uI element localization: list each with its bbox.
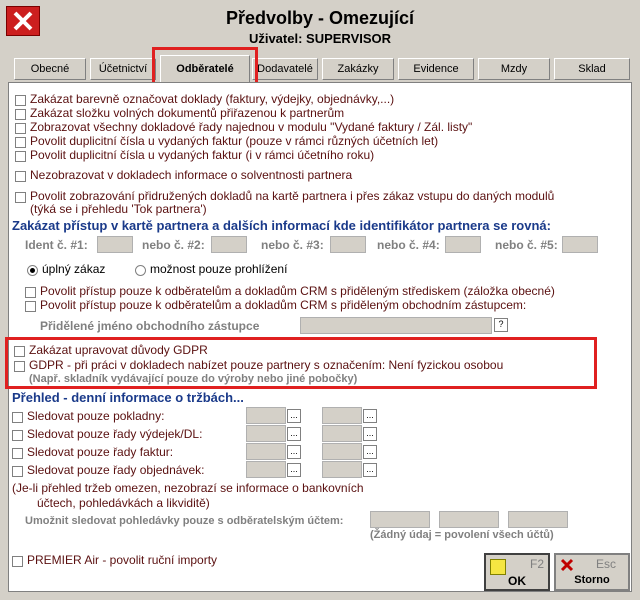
track-deliveries-label: Sledovat pouze řady výdejek/DL:	[27, 427, 203, 441]
ident-3-label: nebo č. #3:	[261, 238, 324, 252]
option-label: Zobrazovat všechny dokladové řady najednou v modulu "Vydané faktury / Zál. listy"	[30, 120, 473, 134]
overview-note-1: (Je-li přehled tržeb omezen, nezobrazí se informace o bankovních	[12, 481, 364, 495]
premier-label: PREMIER Air - povolit ruční importy	[27, 553, 218, 567]
receivables-input-3[interactable]	[508, 511, 568, 528]
track-invoices-browse-1[interactable]: ...	[287, 445, 301, 459]
track-orders-label: Sledovat pouze řady objednávek:	[27, 463, 205, 477]
cancel-label: Storno	[574, 574, 610, 586]
receivables-input-1[interactable]	[370, 511, 430, 528]
cancel-button[interactable]	[554, 553, 630, 591]
agent-name-label: Přidělené jméno obchodního zástupce	[40, 319, 260, 333]
ok-icon	[490, 559, 506, 575]
option-label: Zakázat barevně označovat doklady (faktury, výdejky, objednávky,...)	[30, 92, 395, 106]
view-only-radio[interactable]	[135, 265, 146, 276]
gdpr-reasons-label: Zakázat upravovat důvody GDPR	[29, 343, 208, 357]
agent-lookup-button[interactable]: ?	[494, 318, 508, 332]
crm-center-label: Povolit přístup pouze k odběratelům a dokladům CRM s přiděleným střediskem (záložka obecné)	[40, 284, 555, 298]
track-orders-browse-2[interactable]: ...	[363, 463, 377, 477]
crm-agent-checkbox[interactable]	[25, 301, 36, 312]
gdpr-note: (Např. skladník vydávající pouze do výroby nebo jiné pobočky)	[29, 373, 358, 385]
view-only-label: možnost pouze prohlížení	[150, 262, 288, 276]
track-invoices-browse-2[interactable]: ...	[363, 445, 377, 459]
ok-label: OK	[508, 574, 526, 588]
solvency-checkbox[interactable]	[15, 171, 26, 182]
ident-3-input[interactable]	[330, 236, 366, 253]
option-checkbox[interactable]	[15, 151, 26, 162]
crm-center-checkbox[interactable]	[25, 287, 36, 298]
option-label: Povolit duplicitní čísla u vydaných faktur (pouze v rámci různých účetních let)	[30, 134, 439, 148]
track-invoices-label: Sledovat pouze řady faktur:	[27, 445, 174, 459]
access-heading: Zakázat přístup v kartě partnera a dalších informací kde identifikátor partnera se rovná:	[12, 218, 551, 233]
track-orders-input-1[interactable]	[246, 461, 286, 478]
overview-note-2: účtech, pohledávkách a likviditě)	[37, 496, 210, 510]
ident-5-input[interactable]	[562, 236, 598, 253]
track-invoices-checkbox[interactable]	[12, 448, 23, 459]
gdpr-partners-label: GDPR - při práci v dokladech nabízet pouze partnery s označením: Není fyzickou osobou	[29, 358, 504, 372]
option-label: Povolit duplicitní čísla u vydaných faktur (i v rámci účetního roku)	[30, 148, 375, 162]
track-invoices-input-1[interactable]	[246, 443, 286, 460]
gdpr-reasons-checkbox[interactable]	[14, 346, 25, 357]
crm-agent-label: Povolit přístup pouze k odběratelům a dokladům CRM s přiděleným obchodním zástupcem:	[40, 298, 527, 312]
ident-1-label: Ident č. #1:	[25, 238, 88, 252]
ok-button[interactable]	[484, 553, 550, 591]
track-cash-input-1[interactable]	[246, 407, 286, 424]
track-deliveries-checkbox[interactable]	[12, 430, 23, 441]
track-cash-input-2[interactable]	[322, 407, 362, 424]
track-cash-label: Sledovat pouze pokladny:	[27, 409, 165, 423]
option-checkbox[interactable]	[15, 123, 26, 134]
receivables-note: (Žádný údaj = povolení všech účtů)	[370, 529, 554, 541]
track-orders-checkbox[interactable]	[12, 466, 23, 477]
ident-4-input[interactable]	[445, 236, 481, 253]
linked-docs-checkbox[interactable]	[15, 192, 26, 203]
receivables-input-2[interactable]	[439, 511, 499, 528]
tab-sklad[interactable]: Sklad	[554, 58, 630, 80]
ident-4-label: nebo č. #4:	[377, 238, 440, 252]
track-cash-browse-1[interactable]: ...	[287, 409, 301, 423]
track-invoices-input-2[interactable]	[322, 443, 362, 460]
window-title: Předvolby - Omezující	[225, 8, 415, 28]
gdpr-partners-checkbox[interactable]	[14, 361, 25, 372]
overview-heading: Přehled - denní informace o tržbách...	[12, 390, 244, 405]
linked-docs-label: Povolit zobrazování přidružených dokladů na kartě partnera i přes zákaz vstupu do daných modulů	[30, 189, 555, 203]
option-checkbox[interactable]	[15, 109, 26, 120]
tab-ucetnictvi[interactable]: Účetnictví	[90, 58, 156, 80]
track-cash-browse-2[interactable]: ...	[363, 409, 377, 423]
track-orders-browse-1[interactable]: ...	[287, 463, 301, 477]
ident-5-label: nebo č. #5:	[495, 238, 558, 252]
track-deliveries-browse-2[interactable]: ...	[363, 427, 377, 441]
option-label: Zakázat složku volných dokumentů přiřazenou k partnerům	[30, 106, 345, 120]
tab-evidence[interactable]: Evidence	[398, 58, 474, 80]
solvency-label: Nezobrazovat v dokladech informace o solventnosti partnera	[30, 168, 353, 182]
track-deliveries-input-1[interactable]	[246, 425, 286, 442]
ident-2-input[interactable]	[211, 236, 247, 253]
full-ban-label: úplný zákaz	[42, 262, 106, 276]
option-checkbox[interactable]	[15, 137, 26, 148]
cancel-icon	[560, 558, 574, 572]
ident-1-input[interactable]	[97, 236, 133, 253]
window-subtitle: Uživatel: SUPERVISOR	[248, 31, 392, 46]
agent-name-input[interactable]	[300, 317, 492, 334]
ident-2-label: nebo č. #2:	[142, 238, 205, 252]
receivables-label: Umožnit sledovat pohledávky pouze s odběratelským účtem:	[25, 515, 344, 527]
track-cash-checkbox[interactable]	[12, 412, 23, 423]
tab-odberatele[interactable]: Odběratelé	[160, 55, 250, 82]
ok-shortcut: F2	[530, 557, 545, 571]
option-checkbox[interactable]	[15, 95, 26, 106]
tab-dodavatele[interactable]: Dodavatelé	[252, 58, 318, 80]
tab-obecne[interactable]: Obecné	[14, 58, 86, 80]
premier-checkbox[interactable]	[12, 556, 23, 567]
tab-mzdy[interactable]: Mzdy	[478, 58, 550, 80]
track-deliveries-input-2[interactable]	[322, 425, 362, 442]
track-deliveries-browse-1[interactable]: ...	[287, 427, 301, 441]
tab-zakazky[interactable]: Zakázky	[322, 58, 394, 80]
track-orders-input-2[interactable]	[322, 461, 362, 478]
linked-docs-note: (týká se i přehledu 'Tok partnera')	[30, 202, 207, 216]
cancel-shortcut: Esc	[596, 557, 617, 571]
full-ban-radio[interactable]	[27, 265, 38, 276]
